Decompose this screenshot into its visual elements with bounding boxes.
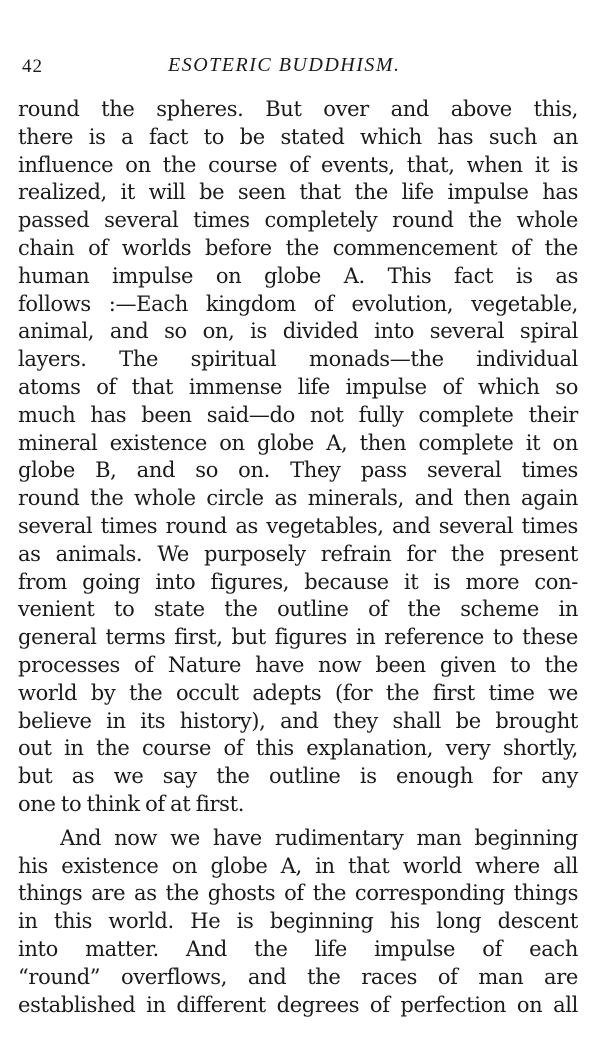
text-line: one to think of at first.: [18, 791, 245, 816]
text-line: follows :—Each kingdom of evolution, vegetable,: [18, 291, 578, 316]
text-line: as animals. We purposely refrain for the present: [18, 541, 578, 566]
text-line: globe B, and so on. They pass several times: [18, 458, 578, 483]
text-line: human impulse on globe A. This fact is as: [18, 263, 578, 288]
text-line: passed several times completely round the whole: [18, 208, 578, 233]
page-number: 42: [22, 56, 43, 77]
text-line: layers. The spiritual monads—the individual: [18, 347, 578, 372]
text-line: established in different degrees of perfection on all: [18, 992, 578, 1017]
text-line: round the whole circle as minerals, and then again: [18, 486, 578, 511]
text-line: animal, and so on, is divided into several spiral: [18, 319, 578, 344]
text-line: into matter. And the life impulse of each: [18, 936, 578, 961]
text-line: in this world. He is beginning his long descent: [18, 909, 578, 934]
text-line: processes of Nature have now been given to the: [18, 652, 578, 677]
text-line: world by the occult adepts (for the first time we: [18, 680, 578, 705]
text-line: venient to state the outline of the scheme in: [18, 597, 578, 622]
running-head: [18, 50, 578, 86]
text-line: mineral existence on globe A, then complete it on: [18, 430, 578, 455]
text-line: general terms first, but figures in reference to these: [18, 625, 578, 650]
book-page: [18, 50, 578, 1019]
text-line: chain of worlds before the commencement of the: [18, 235, 578, 260]
running-title: ESOTERIC BUDDHISM.: [168, 54, 401, 76]
text-line: And now we have rudimentary man beginning: [60, 825, 578, 850]
text-line: there is a fact to be stated which has such an: [18, 124, 578, 149]
text-line: realized, it will be seen that the life impulse has: [18, 180, 578, 205]
text-line: but as we say the outline is enough for any: [18, 764, 578, 789]
text-line: from going into figures, because it is more con-: [18, 569, 578, 594]
text-line: “round” overflows, and the races of man are: [18, 964, 578, 989]
text-line: believe in its history), and they shall be brought: [18, 708, 578, 733]
paragraph-1: [18, 96, 578, 819]
text-line: several times round as vegetables, and several times: [18, 513, 578, 538]
text-line: round the spheres. But over and above this,: [18, 97, 578, 121]
text-line: atoms of that immense life impulse of which so: [18, 374, 578, 399]
paragraph-2: [18, 825, 578, 1020]
text-line: much has been said—do not fully complete their: [18, 402, 578, 427]
text-line: things are as the ghosts of the corresponding things: [18, 881, 578, 906]
text-line: influence on the course of events, that, when it is: [18, 152, 578, 177]
text-line: his existence on globe A, in that world where all: [18, 853, 578, 878]
text-line: out in the course of this explanation, very shortly,: [18, 736, 578, 761]
